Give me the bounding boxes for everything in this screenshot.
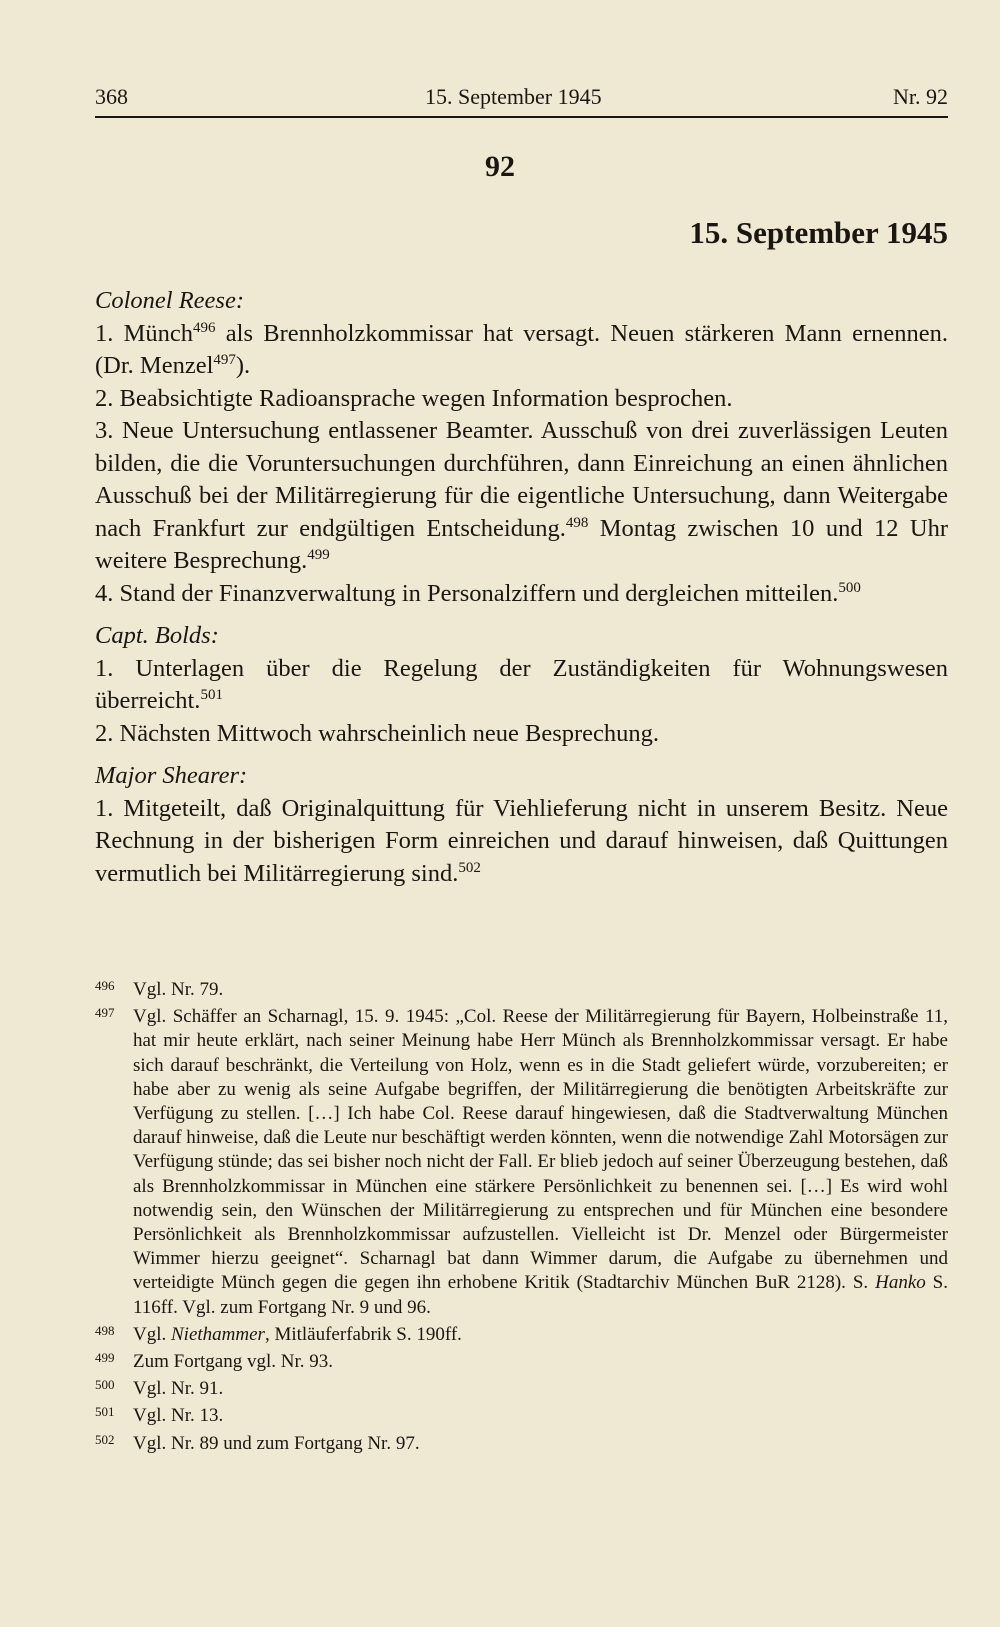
text-run: als Brennholzkommissar hat versagt. Neuen stärkeren Mann ernennen. (Dr. Menzel xyxy=(95,319,948,379)
footnote-reference[interactable]: 496 xyxy=(193,319,216,336)
footnote xyxy=(95,1350,948,1374)
author-name: Niethammer xyxy=(171,1323,265,1345)
text-run: S. 116ff. Vgl. zum Fortgang Nr. 9 und 96. xyxy=(133,1272,948,1318)
document-number: 92 xyxy=(485,150,515,183)
footnote-number: 497 xyxy=(95,1005,115,1021)
agenda-item xyxy=(95,653,948,718)
text-run: 2. Nächsten Mittwoch wahrscheinlich neue Besprechung. xyxy=(95,719,660,747)
footnote-number: 496 xyxy=(95,978,115,993)
section-gap xyxy=(95,610,948,620)
text-run: ). xyxy=(235,352,251,379)
text-run: Vgl. Nr. 91. xyxy=(133,1378,224,1400)
text-run: Vgl. Nr. 89 und zum Fortgang Nr. 97. xyxy=(133,1432,420,1454)
text-run: 3. Neue Untersuchung entlassener Beamter. Ausschuß von drei zuverlässigen Leuten bilden, die die Voruntersuchungen durchführen, dann Einreichung an einen ähnlichen Ausschuß bei der Militärregierung für die eigentliche Untersuchung, dann Weitergabe nach Frankfurt zur endgültigen Entscheidung. xyxy=(95,417,948,542)
running-header xyxy=(95,84,948,114)
footnote-reference[interactable]: 499 xyxy=(307,547,330,563)
text-run: Zum Fortgang vgl. Nr. 93. xyxy=(133,1351,334,1373)
agenda-item xyxy=(95,578,948,611)
document-date: 15. September 1945 xyxy=(689,215,948,250)
text-run: , Mitläuferfabrik S. 190ff. xyxy=(264,1323,462,1345)
footnote-number: 498 xyxy=(95,1322,115,1338)
speaker-label: Capt. Bolds: xyxy=(95,622,219,649)
footnote-reference[interactable]: 500 xyxy=(838,579,861,596)
text-run: 2. Beabsichtigte Radioansprache wegen Information besprochen. xyxy=(95,384,733,412)
text-run: Vgl. Nr. 13. xyxy=(133,1405,224,1427)
footnote-reference[interactable]: 497 xyxy=(213,352,236,368)
footnote xyxy=(95,1404,948,1428)
text-run: Vgl. Schäffer an Scharnagl, 15. 9. 1945: „Col. Reese der Militärregierung für Bayern, Holbeinstraße 11, hat mir heute erklärt, nach seiner Meinung habe Herr Münch als Brennholzkommissar versagt. Er habe sich darauf beschränkt, die Verteilung von Holz, wenn es in die Stadt geliefert würde, vorzubereiten; er habe aber zu wenig als seine Aufgabe begriffen, der Militärregierung die benötigten Arbeitskräfte zur Verfügung zu stellen. […] Ich habe Col. Reese darauf hingewiesen, daß die Stadtverwaltung München darauf hinweise, daß die Leute nur beschäftigt werden könnten, wenn die notwendige Zahl Motorsägen zur Verfügung stünde; das sei bisher noch nicht der Fall. Er blieb jedoch auf seiner Überzeugung bestehen, daß als Brennholzkommissar in München eine stärkere Persönlichkeit zu benennen sei. […] Es wird wohl notwendig sein, den Wünschen der Militärregierung zu entsprechen und für München eine besondere Persönlichkeit als Brennholzkommissar aufzustellen. Vielleicht ist Dr. Menzel oder Bürgermeister Wimmer hierzu geeignet“. Scharnagl bat dann Wimmer darum, die Aufgabe zu übernehmen und verteidigte Münch gegen die gegen ihn erhobene Kritik (Stadtarchiv München BuR 2128). S. xyxy=(133,1006,948,1294)
footnote xyxy=(95,1377,948,1401)
text-run: 1. Mitgeteilt, daß Originalquittung für Viehlieferung nicht in unserem Besitz. Neue Rechnung in der bisherigen Form einreichen und darauf hinweisen, daß Quittungen vermutlich bei Militärregierung sind. xyxy=(95,794,948,887)
agenda-item xyxy=(95,415,948,578)
text-run: Montag zwischen 10 und 12 Uhr weitere Besprechung. xyxy=(95,514,948,574)
author-name: Hanko xyxy=(875,1272,926,1294)
text-run: Vgl. xyxy=(133,1323,171,1345)
footnote xyxy=(95,1323,948,1347)
speaker-label: Colonel Reese: xyxy=(95,287,244,314)
footnote xyxy=(95,1432,948,1456)
footnote-reference[interactable]: 502 xyxy=(458,859,481,876)
section-gap xyxy=(95,750,948,760)
text-run: Vgl. Nr. 79. xyxy=(133,979,224,1000)
agenda-item xyxy=(95,718,948,751)
footnote-reference[interactable]: 498 xyxy=(565,514,589,531)
agenda-item xyxy=(95,318,948,383)
speaker-label: Major Shearer: xyxy=(95,762,248,789)
footnote-number: 502 xyxy=(95,1431,115,1447)
footnote xyxy=(95,1005,948,1320)
footnotes xyxy=(95,978,948,1459)
footnote xyxy=(95,978,948,1002)
text-run: 4. Stand der Finanzverwaltung in Personalziffern und dergleichen mitteilen. xyxy=(95,579,839,607)
header-rule xyxy=(95,116,948,118)
agenda-item xyxy=(95,383,948,416)
footnote-number: 500 xyxy=(95,1377,115,1393)
footnote-number: 499 xyxy=(95,1350,115,1366)
footnote-number: 501 xyxy=(95,1404,115,1420)
page-number: 368 xyxy=(95,84,128,109)
text-run: 1. Münch xyxy=(95,319,194,347)
footnote-reference[interactable]: 501 xyxy=(200,687,223,703)
running-document-number: Nr. 92 xyxy=(893,84,948,109)
text-run: 1. Unterlagen über die Regelung der Zuständigkeiten für Wohnungswesen überreicht. xyxy=(95,654,948,714)
agenda-item xyxy=(95,793,948,891)
minutes-body xyxy=(95,285,948,890)
running-date: 15. September 1945 xyxy=(425,84,602,109)
